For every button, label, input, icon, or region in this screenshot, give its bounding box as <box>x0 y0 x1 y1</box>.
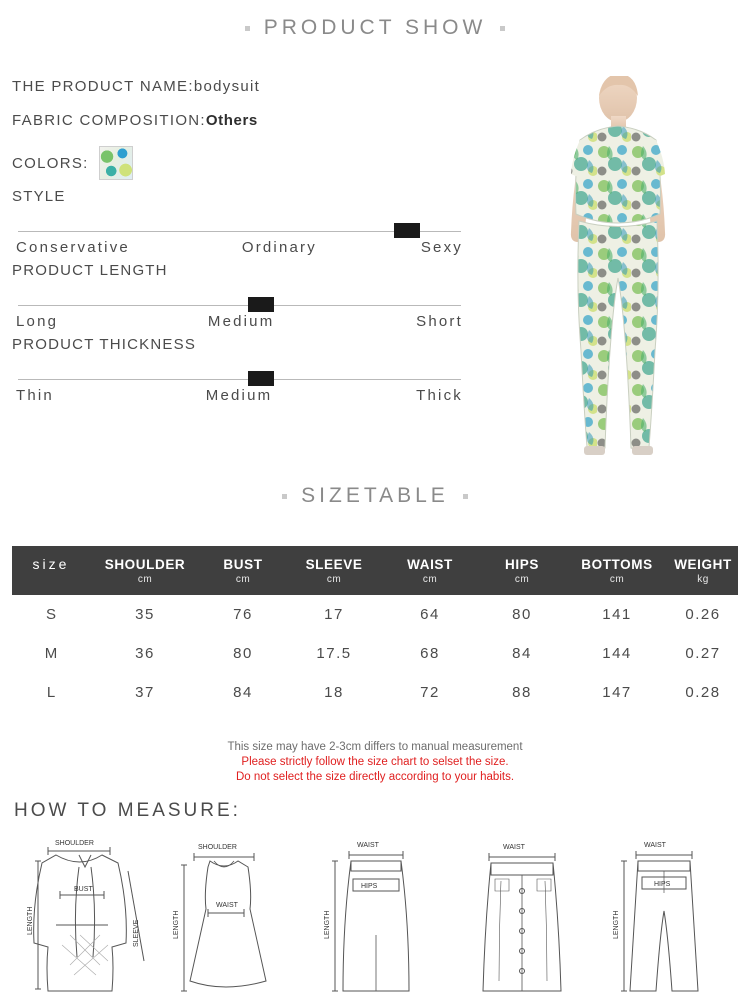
svg-text:WAIST: WAIST <box>215 902 238 909</box>
attribute-length-scale <box>12 283 467 317</box>
unit-weight: kg <box>668 574 738 595</box>
note-line-2: Please strictly follow the size chart to selset the size. <box>241 756 509 768</box>
unit-waist: cm <box>382 574 478 595</box>
attribute-thickness-scale <box>12 357 467 391</box>
size-table-header-row <box>12 546 738 574</box>
decor-square-right <box>500 26 505 31</box>
attribute-thickness-option-0[interactable]: Thin <box>16 387 54 404</box>
svg-text:WAIST: WAIST <box>357 842 379 849</box>
svg-text:HIPS: HIPS <box>361 883 378 890</box>
col-waist: WAIST <box>382 546 478 574</box>
model-photo <box>495 76 740 476</box>
product-info-block <box>12 78 467 404</box>
cell-bust: 80 <box>233 645 253 662</box>
size-table <box>12 546 738 712</box>
unit-size <box>12 574 90 595</box>
sizetable-title: SIZETABLE <box>301 484 449 507</box>
colors-label: COLORS: <box>12 154 89 172</box>
svg-text:BUST: BUST <box>74 886 93 893</box>
attribute-style-title: STYLE <box>12 188 66 205</box>
cell-hips: 84 <box>512 645 532 662</box>
fabric-composition-line <box>12 112 467 129</box>
col-size: size <box>12 546 90 574</box>
scale-line <box>18 305 461 306</box>
cell-weight: 0.28 <box>685 684 721 701</box>
product-name-value: bodysuit <box>193 78 261 95</box>
short-skirt-figure <box>453 835 593 995</box>
attribute-style-option-0[interactable]: Conservative <box>16 239 130 256</box>
attribute-style-marker <box>394 223 420 238</box>
cell-shoulder: 35 <box>135 606 155 623</box>
size-table-units-row <box>12 574 738 595</box>
svg-text:LENGTH: LENGTH <box>324 910 331 939</box>
svg-text:WAIST: WAIST <box>502 844 525 851</box>
scale-line <box>18 379 461 380</box>
unit-bottoms: cm <box>566 574 668 595</box>
svg-text:HIPS: HIPS <box>654 881 671 888</box>
shirt-figure <box>10 835 150 995</box>
cell-bust: 84 <box>233 684 253 701</box>
product-name-label: THE PRODUCT NAME: <box>12 78 194 95</box>
table-row <box>12 634 738 673</box>
how-to-measure-title: HOW TO MEASURE: <box>14 800 241 821</box>
cell-size: L <box>46 684 56 701</box>
cell-waist: 64 <box>420 606 440 623</box>
cell-bottoms: 144 <box>602 645 632 662</box>
fabric-label: FABRIC COMPOSITION: <box>12 112 206 129</box>
attribute-thickness-option-2[interactable]: Thick <box>416 387 463 404</box>
attribute-thickness-option-1[interactable]: Medium <box>205 387 273 404</box>
measure-figures <box>10 830 740 995</box>
cell-shoulder: 36 <box>135 645 155 662</box>
svg-text:SHOULDER: SHOULDER <box>197 844 237 851</box>
attribute-length-title: PRODUCT LENGTH <box>12 262 168 279</box>
cell-hips: 88 <box>512 684 532 701</box>
attribute-thickness-marker <box>248 371 274 386</box>
table-row <box>12 595 738 634</box>
svg-text:LENGTH: LENGTH <box>613 910 620 939</box>
attribute-length-option-0[interactable]: Long <box>16 313 59 330</box>
col-bust: BUST <box>200 546 286 574</box>
decor-square-left <box>245 26 250 31</box>
product-name-line <box>12 78 467 95</box>
sizetable-header <box>0 484 750 508</box>
attribute-length-option-2[interactable]: Short <box>416 313 463 330</box>
attribute-thickness <box>12 336 467 404</box>
unit-shoulder: cm <box>90 574 200 595</box>
green-leaf-print-swatch[interactable] <box>99 146 133 180</box>
attribute-length-marker <box>248 297 274 312</box>
note-line-1: This size may have 2-3cm differs to manual measurement <box>227 741 523 753</box>
fabric-value: Others <box>205 112 258 129</box>
cell-sleeve: 17.5 <box>316 645 352 662</box>
col-hips: HIPS <box>478 546 566 574</box>
cell-bottoms: 141 <box>602 606 632 623</box>
attribute-length-option-1[interactable]: Medium <box>207 313 275 330</box>
col-sleeve: SLEEVE <box>286 546 382 574</box>
dress-figure <box>158 835 298 995</box>
cell-waist: 72 <box>420 684 440 701</box>
pants-figure <box>600 835 740 995</box>
cell-bottoms: 147 <box>602 684 632 701</box>
svg-text:LENGTH: LENGTH <box>172 910 180 939</box>
attribute-thickness-title: PRODUCT THICKNESS <box>12 336 197 353</box>
cell-size: M <box>44 645 58 662</box>
cell-sleeve: 18 <box>324 684 344 701</box>
product-show-header <box>0 16 750 40</box>
cell-size: S <box>45 606 56 623</box>
attribute-style-option-2[interactable]: Sexy <box>420 239 463 256</box>
svg-text:SHOULDER: SHOULDER <box>55 840 94 847</box>
attribute-style <box>12 188 467 256</box>
decor-square-right <box>463 494 468 499</box>
cell-shoulder: 37 <box>135 684 155 701</box>
col-weight: WEIGHT <box>668 546 738 574</box>
unit-sleeve: cm <box>286 574 382 595</box>
unit-bust: cm <box>200 574 286 595</box>
attribute-style-option-1[interactable]: Ordinary <box>241 239 317 256</box>
col-bottoms: BOTTOMS <box>566 546 668 574</box>
cell-sleeve: 17 <box>324 606 344 623</box>
unit-hips: cm <box>478 574 566 595</box>
colors-row <box>12 146 467 180</box>
note-line-3: Do not select the size directly according to your habits. <box>235 771 515 783</box>
long-skirt-figure <box>305 835 445 995</box>
attribute-style-scale <box>12 209 467 243</box>
cell-weight: 0.27 <box>685 645 721 662</box>
cell-waist: 68 <box>420 645 440 662</box>
cell-weight: 0.26 <box>685 606 721 623</box>
svg-text:WAIST: WAIST <box>644 842 666 849</box>
product-show-title: PRODUCT SHOW <box>263 16 487 39</box>
col-shoulder: SHOULDER <box>90 546 200 574</box>
attribute-length <box>12 262 467 330</box>
cell-bust: 76 <box>233 606 253 623</box>
svg-text:LENGTH: LENGTH <box>27 906 34 935</box>
decor-square-left <box>282 494 287 499</box>
table-row <box>12 673 738 712</box>
svg-text:SLEEVE: SLEEVE <box>133 919 140 947</box>
measurement-notes <box>0 740 750 785</box>
cell-hips: 80 <box>512 606 532 623</box>
sizetable-header-wrap <box>0 484 750 508</box>
